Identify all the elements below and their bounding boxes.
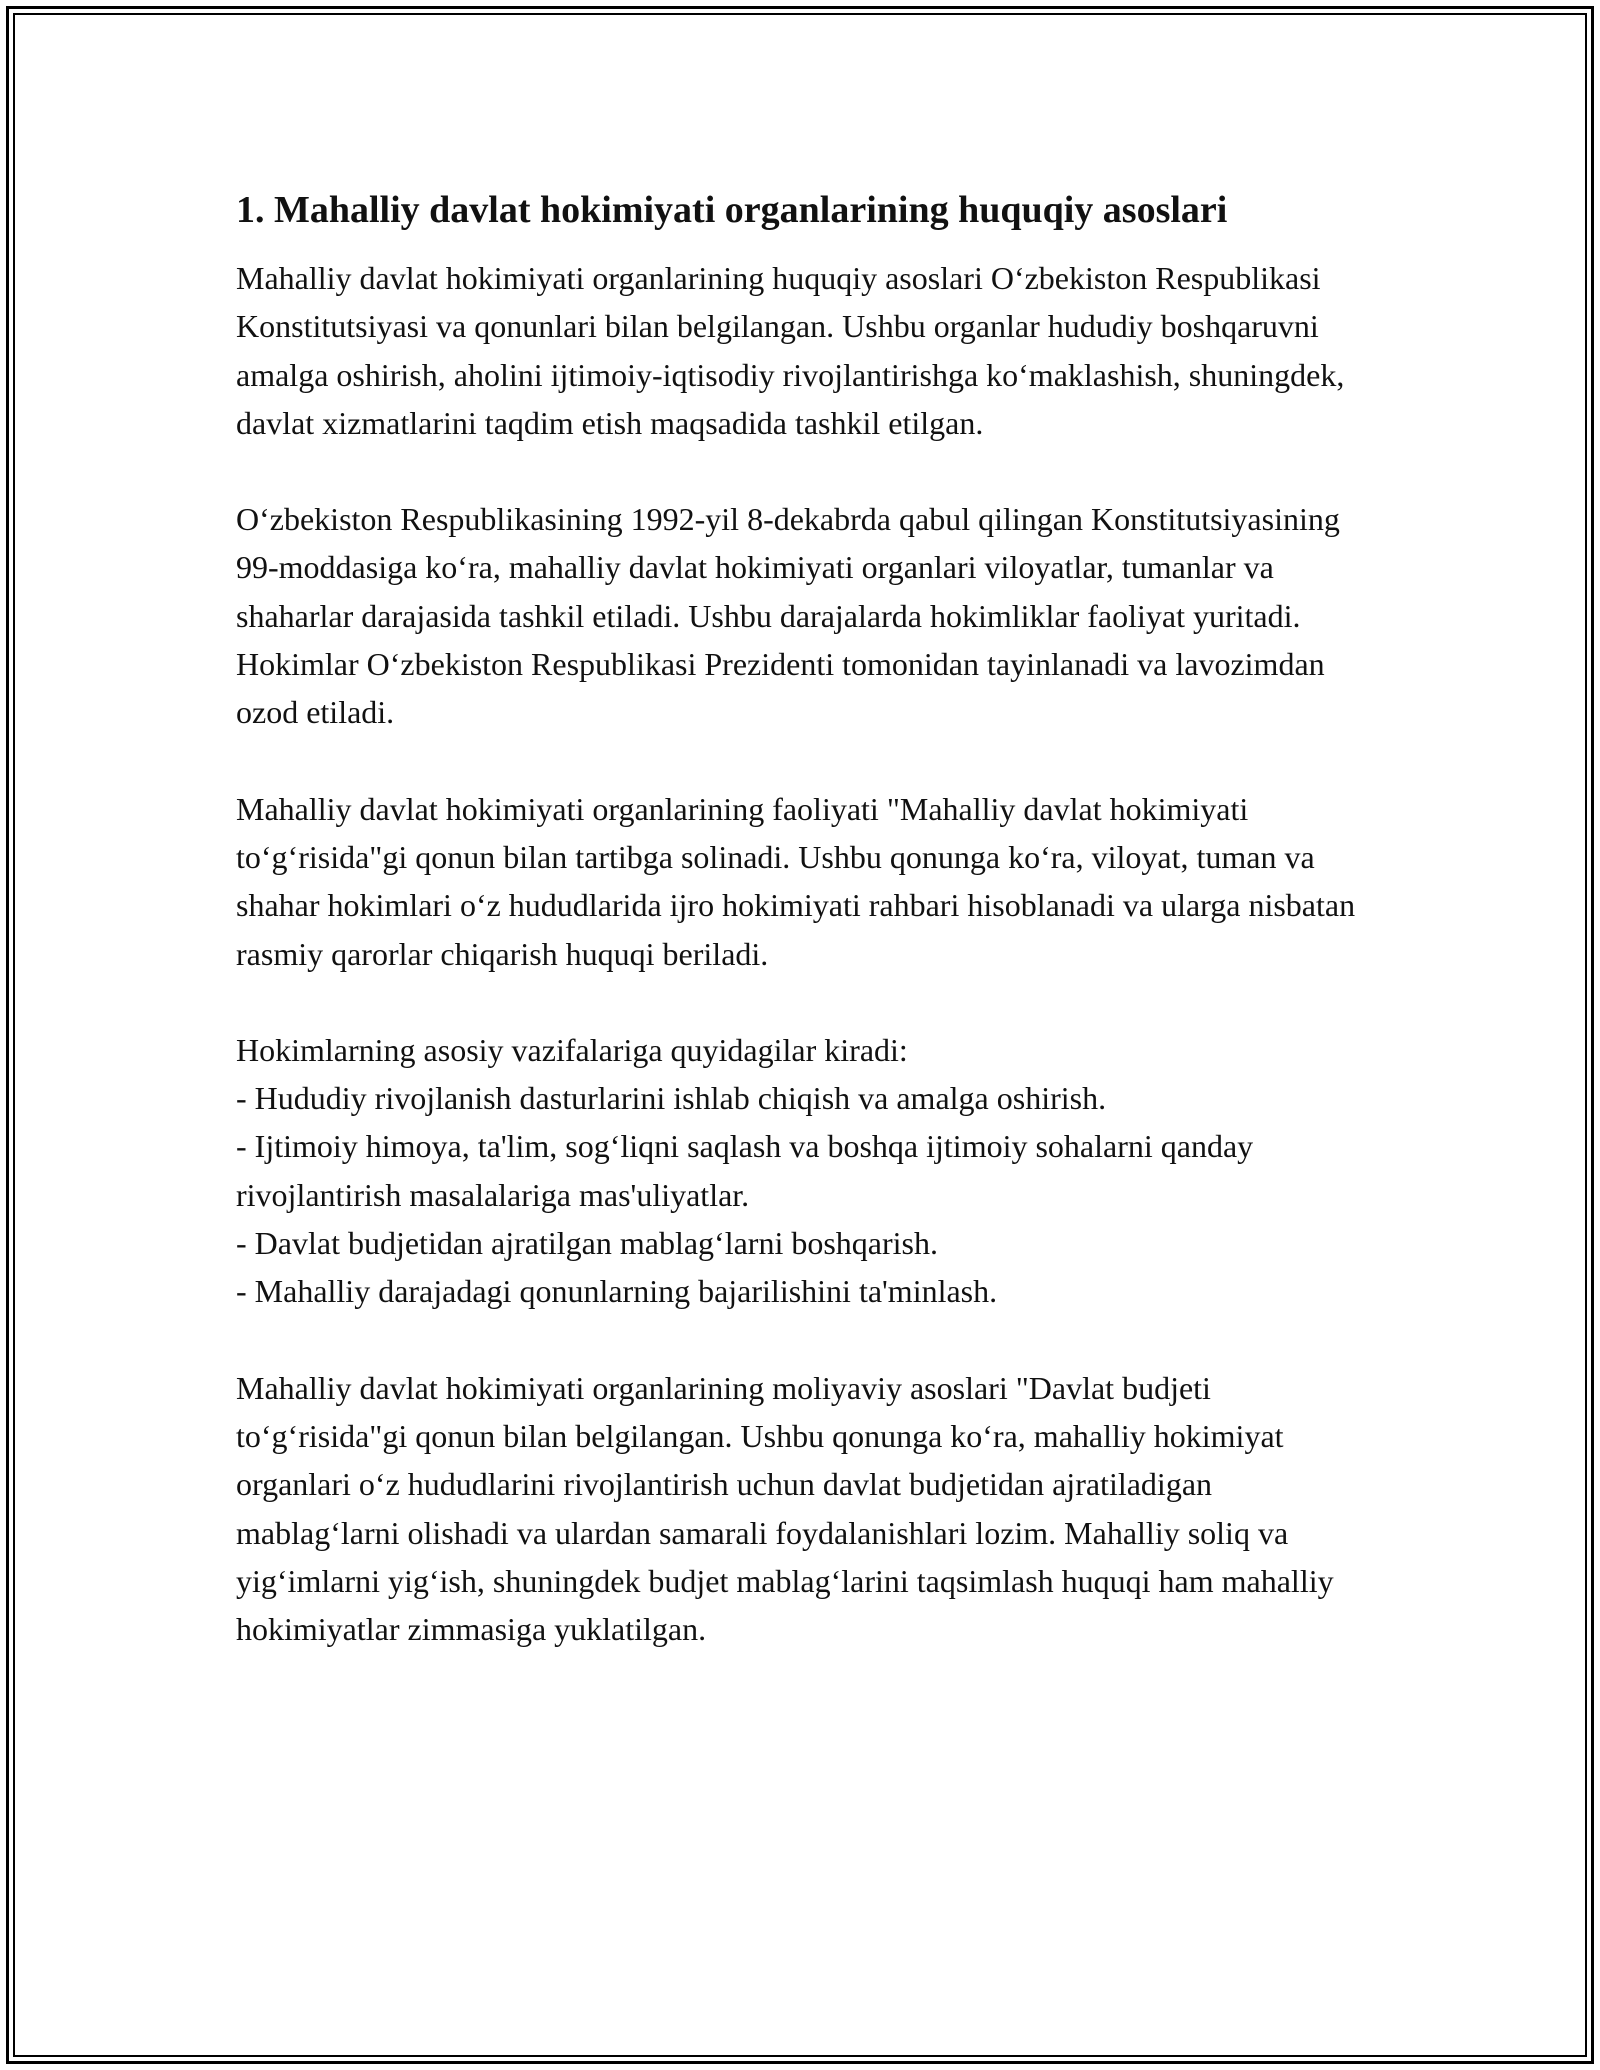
list-item: - Mahalliy darajadagi qonunlarning bajarilishini ta'minlash.	[236, 1273, 998, 1310]
list-item: - Davlat budjetidan ajratilgan mablag‘larni boshqarish.	[236, 1225, 938, 1262]
paragraph-legal-basis: Mahalliy davlat hokimiyati organlarining huquqiy asoslari O‘zbekiston Respublikasi Konstitutsiyasi va qonunlari bilan belgilangan. Ushbu organlar hududiy boshqaruvni amalga oshirish, aholini ijtimoiy-iqtisodiy rivojlantirishga ko‘maklashish, shuningdek, davlat xizmatlarini taqdim etish maqsadida tashkil etilgan.	[236, 260, 1345, 441]
paragraph-constitution: O‘zbekiston Respublikasining 1992-yil 8-dekabrda qabul qilingan Konstitutsiyasining 99-moddasiga ko‘ra, mahalliy davlat hokimiyati organlari viloyatlar, tumanlar va shaharlar darajasida tashkil etiladi. Ushbu darajalarda hokimliklar faoliyat yuritadi. Hokimlar O‘zbekiston Respublikasi Prezidenti tomonidan tayinlanadi va lavozimdan ozod etiladi.	[236, 501, 1340, 731]
section-heading: 1. Mahalliy davlat hokimiyati organlarining huquqiy asoslari	[236, 189, 1228, 231]
list-item: - Ijtimoiy himoya, ta'lim, sog‘liqni saqlash va boshqa ijtimoiy sohalarni qanday rivojlantirish masalalariga mas'uliyatlar.	[236, 1128, 1254, 1213]
paragraph-financial-basis: Mahalliy davlat hokimiyati organlarining moliyaviy asoslari "Davlat budjeti to‘g‘risida"gi qonun bilan belgilangan. Ushbu qonunga ko‘ra, mahalliy hokimiyat organlari o‘z hududlarini rivojlantirish uchun davlat budjetidan ajratiladigan mablag‘larni olishadi va ulardan samarali foydalanishlari lozim. Mahalliy soliq va yig‘imlarni yig‘ish, shuningdek budjet mablag‘larini taqsimlash huquqi ham mahalliy hokimiyatlar zimmasiga yuklatilgan.	[236, 1369, 1334, 1648]
duties-intro: Hokimlarning asosiy vazifalariga quyidagilar kiradi:	[236, 1031, 908, 1068]
document-body	[236, 186, 1366, 1701]
list-item: - Hududiy rivojlanish dasturlarini ishlab chiqish va amalga oshirish.	[236, 1080, 1107, 1117]
paragraph-local-law: Mahalliy davlat hokimiyati organlarining faoliyati "Mahalliy davlat hokimiyati to‘g‘risida"gi qonun bilan tartibga solinadi. Ushbu qonunga ko‘ra, viloyat, tuman va shahar hokimlari o‘z hududlarida ijro hokimiyati rahbari hisoblanadi va ularga nisbatan rasmiy qarorlar chiqarish huquqi beriladi.	[236, 790, 1356, 972]
duties-list	[236, 1026, 1366, 1316]
